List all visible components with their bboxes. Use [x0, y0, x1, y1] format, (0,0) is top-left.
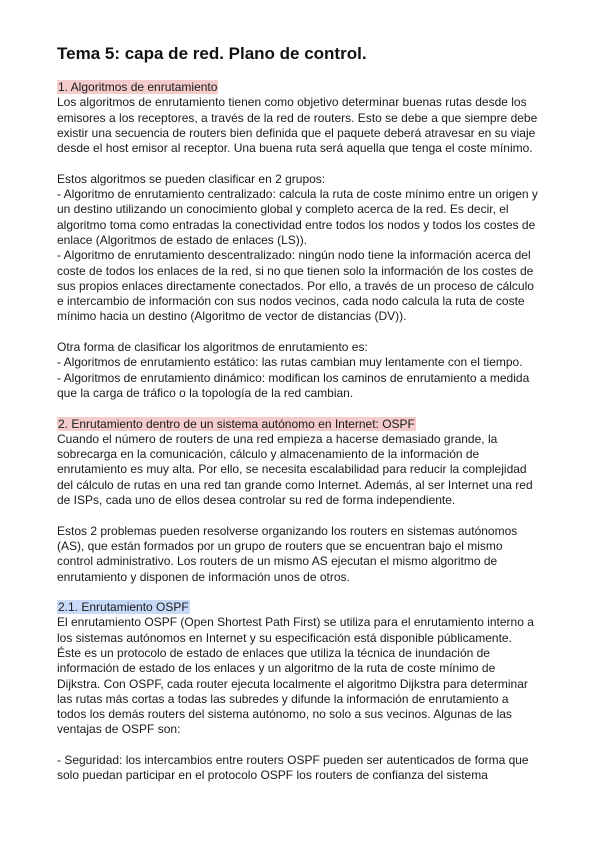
- text-line: Dijkstra. Con OSPF, cada router ejecuta localmente el algoritmo Dijkstra para determinar: [57, 676, 528, 691]
- text-line: mínimo hacia un destino (Algoritmo de vector de distancias (DV)).: [57, 309, 407, 324]
- section-heading-line: [57, 600, 557, 615]
- text-line: existir una secuencia de routers bien definida que el paquete deberá atravesar en su viaje: [57, 125, 536, 140]
- text-line: control administrativo. Los routers de un mismo AS ejecutan el mismo algoritmo de: [57, 554, 498, 569]
- text-line: algoritmo toma como entradas la conectividad entre todos los nodos y todos los costes de: [57, 217, 536, 232]
- paragraph: [57, 432, 557, 508]
- text-line: información de estado de los enlaces y un algoritmo de la ruta de coste mínimo de: [57, 661, 496, 676]
- text-line: - Algoritmos de enrutamiento dinámico: modifican los caminos de enrutamiento a medida: [57, 370, 530, 385]
- text-line: un destino utilizando un conocimiento global y completo acerca de la red. Es decir, el: [57, 202, 509, 217]
- paragraph: [57, 172, 557, 325]
- section-heading: 2.1. Enrutamiento OSPF: [58, 600, 189, 615]
- text-line: (AS), que están formados por un grupo de routers que se encuentran bajo el mismo: [57, 538, 503, 553]
- text-line: que la carga de tráfico o la topología de la red cambian.: [57, 385, 354, 400]
- section-heading: 2. Enrutamiento dentro de un sistema autónomo en Internet: OSPF: [58, 416, 415, 431]
- paragraph-spacer: [57, 156, 557, 171]
- paragraph: [57, 95, 557, 156]
- text-line: sobrecarga en la comunicación, cálculo y almacenamiento de la información de: [57, 447, 480, 462]
- section-heading-line: [57, 417, 557, 432]
- section: [57, 417, 557, 585]
- text-line: El enrutamiento OSPF (Open Shortest Path First) se utiliza para el enrutamiento interno a: [57, 615, 534, 630]
- text-line: todos los demás routers del sistema autónomo, no solo a sus vecinos. Algunas de las: [57, 707, 512, 722]
- text-line: - Algoritmos de enrutamiento estático: las rutas cambian muy lentamente con el tiempo.: [57, 355, 523, 370]
- paragraph: [57, 753, 557, 784]
- text-line: enlace (Algoritmos de estado de enlaces (LS)).: [57, 232, 308, 247]
- paragraph-spacer: [57, 738, 557, 753]
- text-line: de ISPs, cada uno de ellos desea controlar su red de forma independiente.: [57, 493, 456, 508]
- text-line: las rutas más cortas a todas las subredes y difunde la información de enrutamiento a: [57, 691, 509, 706]
- text-line: Otra forma de clasificar los algoritmos de enrutamiento es:: [57, 340, 368, 355]
- section-spacer: [57, 401, 557, 416]
- text-line: e intercambio de información con sus nodos vecinos, cada nodo calcula la ruta de coste: [57, 294, 525, 309]
- text-line: coste de todos los enlaces de la red, si no que tienen solo la información de los costes de: [57, 263, 534, 278]
- text-line: Cuando el número de routers de una red empieza a hacerse demasiado grande, la: [57, 431, 498, 446]
- text-line: emisores a los receptores, a través de la red de routers. Esto se debe a que siempre debe: [57, 110, 538, 125]
- text-line: Estos 2 problemas pueden resolverse organizando los routers en sistemas autónomos: [57, 523, 518, 538]
- section-spacer: [57, 585, 557, 600]
- text-line: sus propios enlaces directamente conectados. Por ello, a través de un proceso de cálculo: [57, 278, 534, 293]
- section-heading-line: [57, 80, 557, 95]
- page-title: Tema 5: capa de red. Plano de control.: [57, 44, 367, 63]
- text-line: enrutamiento es muy alta. Por ello, se necesita escalabilidad para reducir la complejidad: [57, 462, 527, 477]
- section: [57, 80, 557, 401]
- text-line: enrutamiento y disponen de información unos de otros.: [57, 569, 350, 584]
- text-line: Estos algoritmos se pueden clasificar en 2 grupos:: [57, 171, 326, 186]
- text-line: - Algoritmo de enrutamiento descentralizado: ningún nodo tiene la información acerca del: [57, 248, 531, 263]
- paragraph: [57, 524, 557, 585]
- text-line: ventajas de OSPF son:: [57, 722, 181, 737]
- text-line: desde el host emisor al receptor. Una buena ruta será aquella que tenga el coste mínimo.: [57, 141, 533, 156]
- text-line: del cálculo de rutas en una red tan grande como Internet. Además, al ser Internet una red: [57, 477, 533, 492]
- text-line: los sistemas autónomos en Internet y su especificación está disponible públicamente.: [57, 630, 512, 645]
- text-line: solo puedan participar en el protocolo OSPF los routers de confianza del sistema: [57, 768, 488, 783]
- text-line: - Algoritmo de enrutamiento centralizado: calcula la ruta de coste mínimo entre un origen y: [57, 187, 538, 202]
- text-line: Los algoritmos de enrutamiento tienen como objetivo determinar buenas rutas desde los: [57, 95, 527, 110]
- paragraph: [57, 340, 557, 401]
- paragraph: [57, 615, 557, 737]
- text-line: Éste es un protocolo de estado de enlaces que utiliza la técnica de inundación de: [57, 645, 490, 660]
- text-line: - Seguridad: los intercambios entre routers OSPF pueden ser autenticados de forma que: [57, 753, 529, 768]
- section: [57, 600, 557, 784]
- paragraph-spacer: [57, 325, 557, 340]
- section-heading: 1. Algoritmos de enrutamiento: [58, 80, 218, 94]
- document-body: [57, 80, 557, 784]
- paragraph-spacer: [57, 508, 557, 523]
